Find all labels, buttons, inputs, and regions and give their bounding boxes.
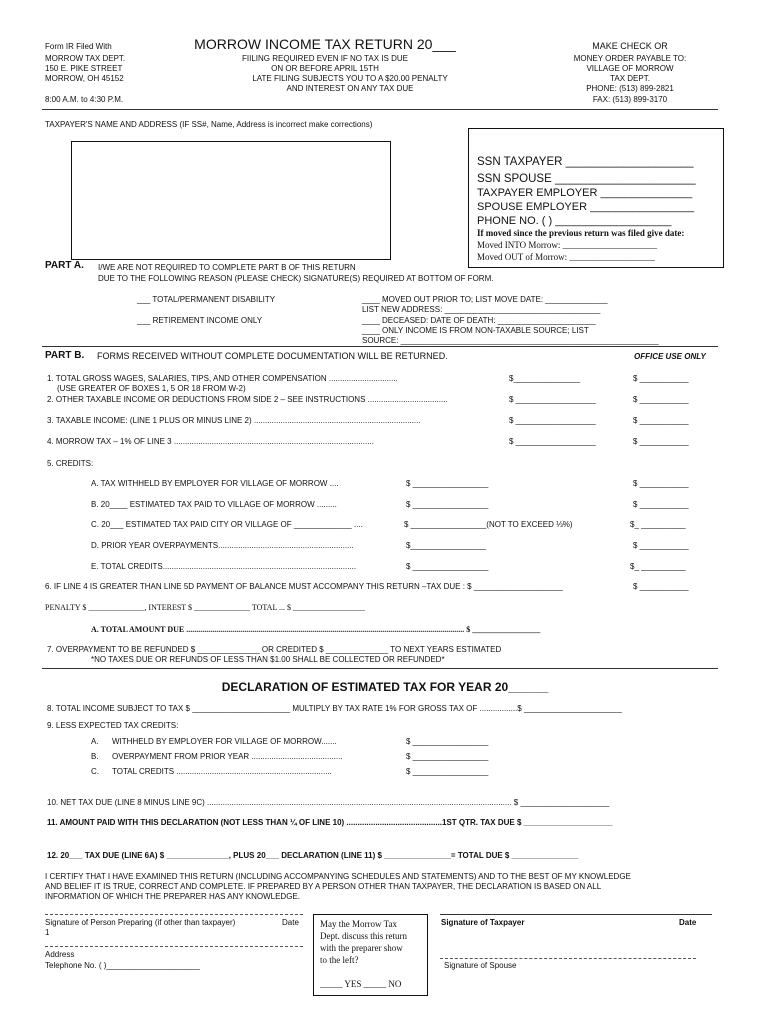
line-9b-amount[interactable]: $ _________________ xyxy=(406,752,489,761)
dept-street: 150 E. PIKE STREET xyxy=(45,64,123,73)
line-3-office: $ ___________ xyxy=(633,416,689,425)
line-12: 12. 20___ TAX DUE (LINE 6A) $ ______________, PLUS 20___ DECLARATION (LINE 11) $ _______________= TOTAL DUE $ _______________ xyxy=(47,851,579,860)
line-2-amount[interactable]: $ __________________ xyxy=(509,395,596,404)
discuss-text-3: with the preparer show xyxy=(320,943,403,953)
line-7: 7. OVERPAYMENT TO BE REFUNDED $ ______________ OR CREDITED $ ______________ TO NEXT YEARS ESTIMATED xyxy=(47,645,502,654)
discuss-text-2: Dept. discuss this return xyxy=(320,931,407,941)
line-4-office: $ ___________ xyxy=(633,437,689,446)
moved-out-field[interactable]: Moved OUT of Morrow: ___________________ xyxy=(477,252,655,262)
non-taxable-source-field[interactable]: SOURCE: __________________________________________________________ xyxy=(362,336,659,345)
line-9c-amount[interactable]: $ _________________ xyxy=(406,767,489,776)
option-deceased[interactable]: ____ DECEASED: DATE OF DEATH: ______________________ xyxy=(362,316,596,325)
line-4-amount[interactable]: $ __________________ xyxy=(509,437,596,446)
preparer-line-2: 1 xyxy=(45,928,50,937)
line-5c-amount[interactable]: $ _________________(NOT TO EXCEED ⅓%) xyxy=(404,520,573,529)
line-6-office: $ ___________ xyxy=(633,582,689,591)
part-a-text-1: I/WE ARE NOT REQUIRED TO COMPLETE PART B OF THIS RETURN xyxy=(98,263,356,272)
line-2: 2. OTHER TAXABLE INCOME OR DEDUCTIONS FROM SIDE 2 – SEE INSTRUCTIONS .................................... xyxy=(47,395,448,404)
dept-city: MORROW, OH 45152 xyxy=(45,74,124,83)
penalty-line: PENALTY $ ______________, INTEREST $ ______________ TOTAL ... $ __________________ xyxy=(45,603,366,612)
part-a-label: PART A. xyxy=(45,260,84,271)
line-8: 8. TOTAL INCOME SUBJECT TO TAX $ ______________________ MULTIPLY BY TAX RATE 1% FOR GROSS TAX OF .................$ ______________________ xyxy=(47,704,622,713)
certify-1: I CERTIFY THAT I HAVE EXAMINED THIS RETURN (INCLUDING ACCOMPANYING SCHEDULES AND STATEMENTS) AND TO THE BEST OF MY KNOWLEDGE xyxy=(45,872,631,881)
line-5: 5. CREDITS: xyxy=(47,459,94,468)
line-5c: C. 20___ ESTIMATED TAX PAID CITY OR VILLAGE OF _____________ .... xyxy=(91,520,363,529)
form-id: Form IR Filed With xyxy=(45,42,112,51)
preparer-signature-line[interactable] xyxy=(45,914,303,915)
spouse-signature-label: Signature of Spouse xyxy=(444,961,517,970)
line-9: 9. LESS EXPECTED TAX CREDITS: xyxy=(47,721,179,730)
moved-into-field[interactable]: Moved INTO Morrow: _____________________ xyxy=(477,240,658,250)
filing-note-1: FIILING REQUIRED EVEN IF NO TAX IS DUE xyxy=(242,54,408,63)
payable-fax: FAX: (513) 899-3170 xyxy=(592,95,668,104)
discuss-yes-no[interactable]: _____ YES _____ NO xyxy=(320,979,402,989)
taxpayer-employer-field[interactable]: TAXPAYER EMPLOYER _______________ xyxy=(477,187,693,199)
filing-note-4: AND INTEREST ON ANY TAX DUE xyxy=(286,84,414,93)
taxpayer-signature-line[interactable] xyxy=(440,914,712,915)
option-retirement[interactable]: ___ RETIREMENT INCOME ONLY xyxy=(137,316,263,325)
payable-4: TAX DEPT. xyxy=(610,74,650,83)
line-5e-office: $_ __________ xyxy=(630,562,686,571)
payable-2: MONEY ORDER PAYABLE TO: xyxy=(573,54,687,63)
line-1-note: (USE GREATER OF BOXES 1, 5 OR 18 FROM W-2) xyxy=(57,384,246,393)
line-1: 1. TOTAL GROSS WAGES, SALARIES, TIPS, AND OTHER COMPENSATION ............................... xyxy=(47,374,398,383)
phone-field[interactable]: PHONE NO. ( ) ___________________ xyxy=(477,215,672,227)
line-9a-letter: A. xyxy=(91,737,99,746)
line-4: 4. MORROW TAX – 1% OF LINE 3 .......................................................................................... xyxy=(47,437,374,446)
address-line[interactable] xyxy=(45,946,303,947)
ssn-spouse-field[interactable]: SSN SPOUSE ______________________ xyxy=(477,173,696,185)
line-5e-amount[interactable]: $ _________________ xyxy=(406,562,489,571)
part-b-divider xyxy=(42,668,718,669)
total-amount-due: A. TOTAL AMOUNT DUE ........................................................................................................................................... $ _________________ xyxy=(91,625,541,634)
part-b-label: PART B. xyxy=(45,350,85,361)
payable-1: MAKE CHECK OR xyxy=(592,41,668,51)
line-3: 3. TAXABLE INCOME: (LINE 1 PLUS OR MINUS LINE 2) ........................................................................... xyxy=(47,416,421,425)
new-address-field[interactable]: LIST NEW ADDRESS: ___________________________________ xyxy=(362,305,601,314)
part-a-text-2: DUE TO THE FOLLOWING REASON (PLEASE CHECK) SIGNATURE(S) REQUIRED AT BOTTOM OF FORM. xyxy=(98,274,494,283)
payable-phone: PHONE: (513) 899-2821 xyxy=(586,84,674,93)
line-5b-amount[interactable]: $ _________________ xyxy=(406,500,489,509)
line-1-office: $ ___________ xyxy=(633,374,689,383)
header-divider xyxy=(42,109,718,110)
taxpayer-name-label: TAXPAYER'S NAME AND ADDRESS (IF SS#, Name, Address is incorrect make corrections) xyxy=(45,120,373,129)
taxpayer-address-box[interactable] xyxy=(71,141,391,260)
form-title: MORROW INCOME TAX RETURN 20___ xyxy=(194,36,456,52)
line-5b: B. 20____ ESTIMATED TAX PAID TO VILLAGE OF MORROW ......... xyxy=(91,500,337,509)
payable-3: VILLAGE OF MORROW xyxy=(586,64,674,73)
line-9c-letter: C. xyxy=(91,767,99,776)
line-9b-letter: B. xyxy=(91,752,99,761)
certify-3: INFORMATION OF WHICH THE PREPARER HAS ANY KNOWLEDGE. xyxy=(45,892,300,901)
line-5d-amount[interactable]: $_________________ xyxy=(406,541,487,550)
line-5a: A. TAX WITHHELD BY EMPLOYER FOR VILLAGE OF MORROW .... xyxy=(91,479,339,488)
part-a-divider xyxy=(42,346,718,347)
line-5d: D. PRIOR YEAR OVERPAYMENTS............................................................. xyxy=(91,541,354,550)
line-2-office: $ ___________ xyxy=(633,395,689,404)
part-b-text: FORMS RECEIVED WITHOUT COMPLETE DOCUMENTATION WILL BE RETURNED. xyxy=(97,351,448,361)
discuss-return-box xyxy=(313,914,428,996)
line-9a: WITHHELD BY EMPLOYER FOR VILLAGE OF MORROW....... xyxy=(112,737,337,746)
line-5e: E. TOTAL CREDITS....................................................................................... xyxy=(91,562,357,571)
ssn-box xyxy=(468,128,724,268)
declaration-title: DECLARATION OF ESTIMATED TAX FOR YEAR 20______ xyxy=(221,680,549,694)
line-6: 6. IF LINE 4 IS GREATER THAN LINE 5D PAYMENT OF BALANCE MUST ACCOMPANY THIS RETURN –TAX DUE : $ ____________________ xyxy=(45,582,563,591)
line-3-amount[interactable]: $ __________________ xyxy=(509,416,596,425)
ssn-taxpayer-field[interactable]: SSN TAXPAYER ____________________ xyxy=(477,156,694,168)
line-5a-office: $ ___________ xyxy=(633,479,689,488)
office-use-label: OFFICE USE ONLY xyxy=(634,352,706,361)
line-5b-office: $ ___________ xyxy=(633,500,689,509)
preparer-date-label: Date xyxy=(282,918,299,927)
line-5a-amount[interactable]: $ _________________ xyxy=(406,479,489,488)
line-1-amount[interactable]: $_______________ xyxy=(509,374,581,383)
option-non-taxable[interactable]: ____ ONLY INCOME IS FROM NON-TAXABLE SOURCE; LIST xyxy=(362,326,589,335)
telephone-field[interactable]: Telephone No. ( )_____________________ xyxy=(45,961,200,970)
discuss-text-4: to the left? xyxy=(320,955,359,965)
taxpayer-date-label: Date xyxy=(679,918,697,927)
office-hours: 8:00 A.M. to 4:30 P.M. xyxy=(45,95,124,104)
line-9c: TOTAL CREDITS ...................................................................... xyxy=(112,767,332,776)
line-11: 11. AMOUNT PAID WITH THIS DECLARATION (NOT LESS THAN ¼ OF LINE 10) ...........................................1ST QTR. TAX DUE $ ____________________ xyxy=(47,818,613,827)
discuss-text-1: May the Morrow Tax xyxy=(320,919,397,929)
line-9a-amount[interactable]: $ _________________ xyxy=(406,737,489,746)
preparer-signature-label: Signature of Person Preparing (if other than taxpayer) xyxy=(45,918,236,927)
filing-note-3: LATE FILING SUBJECTS YOU TO A $20.00 PENALTY xyxy=(252,74,448,83)
line-5d-office: $ ___________ xyxy=(633,541,689,550)
option-moved-out[interactable]: ____ MOVED OUT PRIOR TO; LIST MOVE DATE: ______________ xyxy=(362,295,608,304)
moved-note: If moved since the previous return was filed give date: xyxy=(477,228,685,238)
line-7-note: *NO TAXES DUE OR REFUNDS OF LESS THAN $1.00 SHALL BE COLLECTED OR REFUNDED* xyxy=(91,655,445,664)
filing-note-2: ON OR BEFORE APRIL 15TH xyxy=(271,64,379,73)
line-9b: OVERPAYMENT FROM PRIOR YEAR ......................................... xyxy=(112,752,343,761)
address-label: Address xyxy=(45,950,75,959)
spouse-employer-field[interactable]: SPOUSE EMPLOYER _________________ xyxy=(477,201,695,213)
line-5c-office: $_ __________ xyxy=(630,520,686,529)
spouse-signature-line[interactable] xyxy=(440,958,696,959)
taxpayer-signature-label: Signature of Taxpayer xyxy=(441,918,525,927)
line-10: 10. NET TAX DUE (LINE 8 MINUS LINE 9C) ......................................................................................................................................... $ ____________________ xyxy=(47,798,610,807)
dept-name: MORROW TAX DEPT. xyxy=(45,54,126,63)
option-disability[interactable]: ___ TOTAL/PERMANENT DISABILITY xyxy=(137,295,276,304)
certify-2: AND BELIEF IT IS TRUE, CORRECT AND COMPLETE. IF PREPARED BY A PERSON OTHER THAN TAXPAYER, THE DECLARATION IS BASED ON ALL xyxy=(45,882,602,891)
